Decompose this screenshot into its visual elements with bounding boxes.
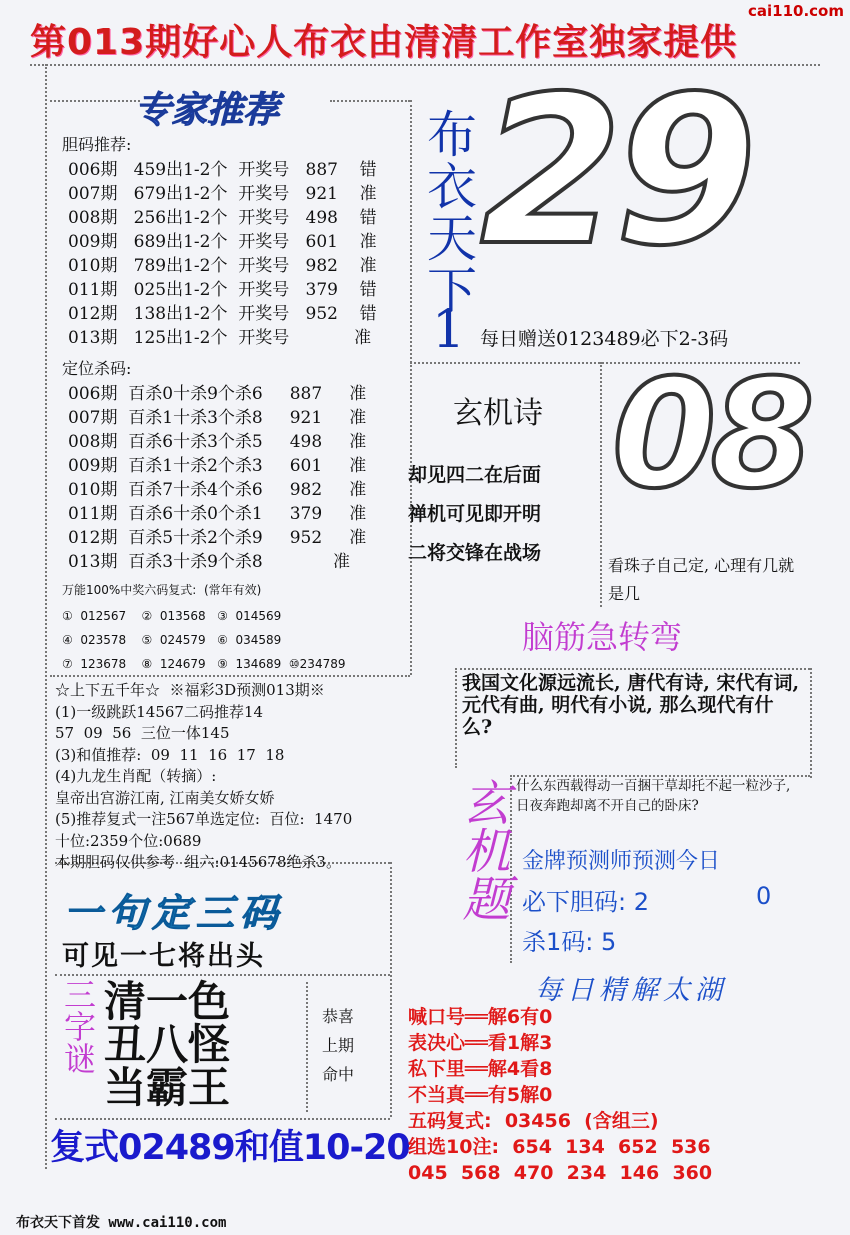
taihu-line: 喊口号══解6有0	[408, 1006, 553, 1028]
brain-title: 脑筋急转弯	[522, 618, 683, 656]
taihu-line: 私下里══解4看8	[408, 1058, 553, 1080]
footer-text[interactable]: 布衣天下首发 www.cai110.com	[16, 1215, 227, 1231]
page-title: 第013期好心人布衣由清清工作室独家提供	[30, 22, 738, 63]
forecast-line: (3)和值推荐: 09 11 16 17 18	[55, 745, 285, 764]
table-row: 011期 025出1-2个 开奖号 379 错	[68, 280, 377, 300]
divider	[410, 100, 412, 675]
buyi-number: 1	[432, 300, 466, 360]
poem-title: 玄机诗	[453, 396, 543, 431]
taihu-line: 五码复式: 03456 (含组三)	[408, 1110, 659, 1132]
table-row: 008期 256出1-2个 开奖号 498 错	[68, 208, 377, 228]
table-row: 008期 百杀6十杀3个杀5 498 准	[68, 432, 367, 452]
wanneng-list	[62, 604, 345, 676]
forecast-line: 本期胆码仅供参考 组六:0145678绝杀3。	[55, 853, 341, 871]
divider	[455, 668, 457, 768]
forecast-line: (4)九龙生肖配（转摘）:	[55, 767, 217, 785]
list-item: ⑦ 123678 ⑧ 124679 ⑨ 134689 ⑩234789	[62, 657, 346, 671]
table-row: 006期 459出1-2个 开奖号 887 错	[68, 160, 377, 180]
poem-line: 二将交锋在战场	[408, 542, 542, 564]
table-row: 007期 679出1-2个 开奖号 921 准	[68, 184, 377, 204]
list-item: ④ 023578 ⑤ 024579 ⑥ 034589	[62, 633, 282, 647]
divider	[810, 668, 812, 778]
one-sentence-title: 一句定三码	[64, 891, 285, 935]
dan-table	[68, 158, 377, 350]
table-row: 013期 125出1-2个 开奖号 准	[68, 328, 372, 348]
expert-section-title: 专家推荐	[135, 90, 280, 131]
taihu-line: 组选10注: 654 134 652 536	[408, 1136, 711, 1158]
kill-label: 定位杀码:	[62, 359, 132, 378]
kill-one: 杀1码: 5	[522, 928, 617, 956]
taihu-line: 表决心══看1解3	[408, 1032, 553, 1054]
wanneng-label: 万能100%中奖六码复式: (常年有效)	[62, 583, 262, 597]
dan-label: 胆码推荐:	[62, 135, 132, 154]
taihu-block	[408, 1004, 712, 1186]
riddle-line: 丑八怪	[104, 1020, 231, 1069]
master-text: 金牌预测师预测今日	[522, 849, 721, 874]
divider	[306, 982, 308, 1112]
forecast-line: 皇帝出宫游江南, 江南美女娇女娇	[55, 788, 275, 807]
riddle-block	[104, 977, 231, 1112]
poem-line: 禅机可见即开明	[408, 503, 542, 525]
riddle-label: 三字谜	[59, 978, 97, 1074]
big-number-08: 08	[612, 348, 809, 522]
divider	[390, 862, 392, 1117]
table-row: 009期 百杀1十杀2个杀3 601 准	[68, 456, 367, 476]
divider	[330, 100, 410, 102]
table-row: 013期 百杀3十杀9个杀8 准	[68, 552, 350, 572]
poem-block	[408, 456, 541, 573]
divider	[600, 362, 602, 607]
taihu-line: 不当真══有5解0	[408, 1084, 553, 1106]
riddle-line: 清一色	[104, 977, 231, 1026]
congrats-line: 命中	[322, 1065, 355, 1084]
forecast-line: (1)一级跳跃14567二码推荐14	[55, 702, 264, 721]
table-row: 010期 百杀7十杀4个杀6 982 准	[68, 480, 367, 500]
table-row: 011期 百杀6十杀0个杀1 379 准	[68, 504, 367, 524]
congrats-line: 恭喜	[322, 1007, 355, 1026]
divider	[510, 775, 512, 963]
congrats-block	[322, 1002, 354, 1089]
must-dan-second: 0	[756, 882, 772, 910]
big-number-29: 29	[480, 53, 750, 291]
xuanji-question: 什么东西载得动一百捆干草却托不起一粒沙子, 日夜奔跑却离不开自己的卧床?	[516, 778, 791, 814]
buyi-vertical-title: 布衣天下	[419, 108, 477, 316]
table-row: 007期 百杀1十杀3个杀8 921 准	[68, 408, 367, 428]
taihu-line: 045 568 470 234 146 360	[408, 1162, 713, 1184]
riddle-line: 当霸王	[104, 1063, 231, 1112]
divider	[45, 64, 47, 1169]
list-item: ① 012567 ② 013568 ③ 014569	[62, 609, 282, 623]
fushi-text: 复式02489和值10-20	[50, 1128, 410, 1168]
xuanji-ti-label: 玄机题	[454, 778, 510, 922]
divider	[55, 974, 390, 976]
forecast-line: ☆上下五千年☆ ※福彩3D预测013期※	[55, 681, 325, 699]
forecast-line: 十位:2359个位:0689	[55, 831, 202, 850]
table-row: 010期 789出1-2个 开奖号 982 准	[68, 256, 377, 276]
poem-line: 却见四二在后面	[408, 464, 542, 486]
table-row: 012期 百杀5十杀2个杀9 952 准	[68, 528, 367, 548]
forecast-block	[55, 680, 352, 874]
brain-text: 我国文化源远流长, 唐代有诗, 宋代有词, 元代有曲, 明代有小说, 那么现代有什么?	[462, 672, 800, 738]
divider	[455, 668, 810, 670]
divider	[50, 100, 140, 102]
table-row: 012期 138出1-2个 开奖号 952 错	[68, 304, 377, 324]
forecast-line: 57 09 56 三位一体145	[55, 724, 230, 742]
congrats-line: 上期	[322, 1036, 355, 1055]
taihu-title: 每日精解太湖	[535, 975, 727, 1006]
site-logo[interactable]: cai110.com	[748, 2, 844, 20]
gift-text: 每日赠送0123489必下2-3码	[480, 328, 729, 350]
kill-table	[68, 382, 366, 574]
forecast-line: (5)推荐复式一注567单选定位: 百位: 1470	[55, 810, 353, 828]
poem-note: 看珠子自己定, 心理有几就是几	[608, 556, 795, 603]
table-row: 006期 百杀0十杀9个杀6 887 准	[68, 384, 367, 404]
table-row: 009期 689出1-2个 开奖号 601 准	[68, 232, 377, 252]
one-sentence-phrase: 可见一七将出头	[62, 941, 265, 972]
must-dan: 必下胆码: 2	[522, 888, 649, 916]
